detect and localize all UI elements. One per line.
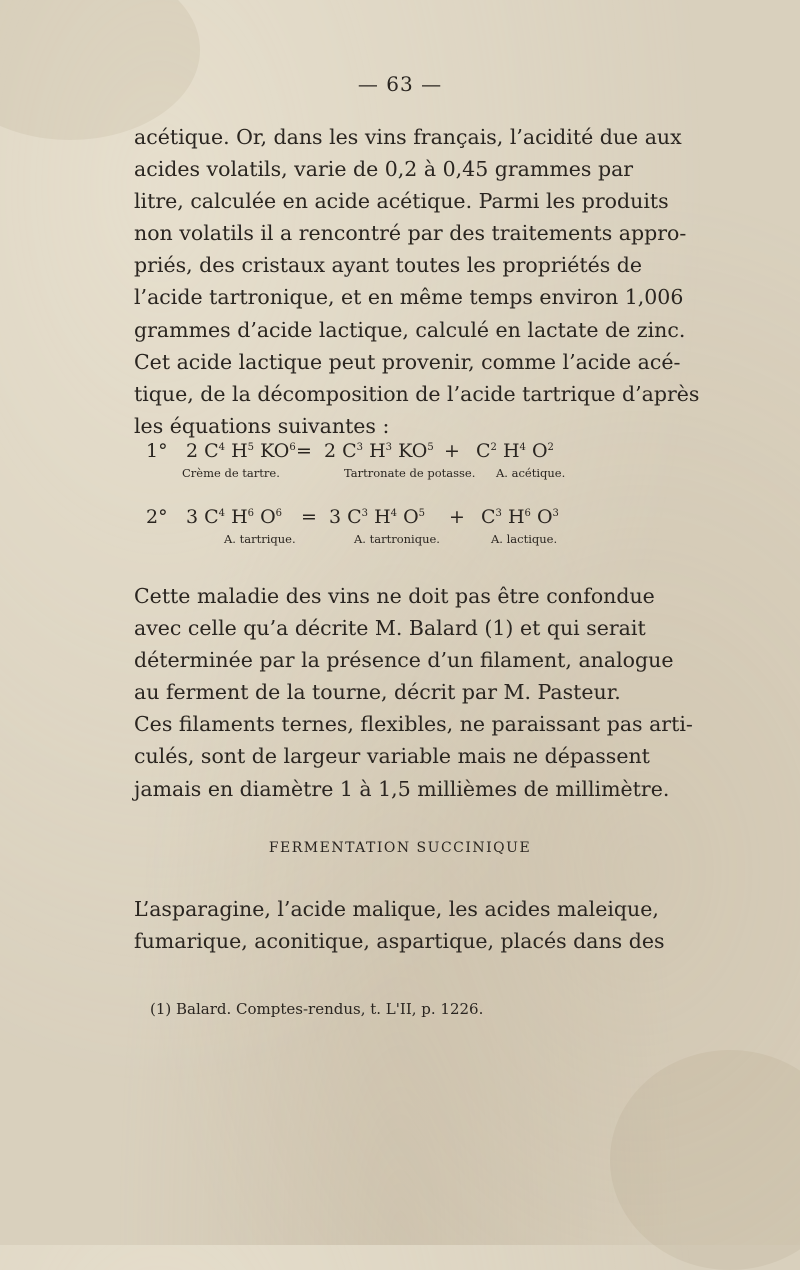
formula-superscript: 3 bbox=[356, 442, 364, 453]
formula-text: H bbox=[363, 440, 386, 462]
formula-text: 3 C bbox=[186, 506, 219, 528]
formula-text: KO bbox=[254, 440, 290, 462]
equation-2-plus: + bbox=[449, 506, 465, 528]
text-line: non volatils il a rencontré par des traitements appro- bbox=[134, 221, 687, 246]
formula-superscript: 3 bbox=[495, 508, 502, 519]
equation-2-formula bbox=[146, 506, 606, 528]
formula-text: 2 C bbox=[186, 440, 219, 462]
equation-1-number: 1° bbox=[146, 440, 168, 462]
text-line: priés, des cristaux ayant toutes les propriétés de bbox=[134, 253, 642, 278]
equation-2-equals: = bbox=[301, 506, 317, 528]
text-line: fumarique, aconitique, aspartique, placés dans des bbox=[134, 929, 665, 954]
text-line: tique, de la décomposition de l’acide tartrique d’après bbox=[134, 381, 700, 406]
caption-creme-de-tartre: Crème de tartre. bbox=[182, 466, 280, 480]
formula-superscript: 3 bbox=[385, 442, 393, 453]
equation-2-rhs2 bbox=[481, 506, 559, 528]
section-heading: FERMENTATION SUCCINIQUE bbox=[268, 840, 532, 856]
formula-superscript: 5 bbox=[427, 442, 434, 453]
paragraph-1 bbox=[134, 121, 700, 442]
formula-text: O bbox=[530, 506, 553, 528]
caption-acide-tartronique: A. tartronique. bbox=[354, 532, 440, 546]
formula-text: H bbox=[368, 506, 391, 528]
formula-text: O bbox=[254, 506, 276, 528]
formula-superscript: 6 bbox=[524, 508, 531, 519]
equation-1-rhs2 bbox=[476, 440, 554, 462]
formula-text: KO bbox=[392, 440, 428, 462]
text-line: les équations suivantes : bbox=[134, 413, 390, 438]
paragraph-3 bbox=[134, 893, 665, 957]
formula-text: H bbox=[225, 440, 248, 462]
formula-text: 3 C bbox=[329, 506, 362, 528]
caption-acide-acetique: A. acétique. bbox=[496, 466, 566, 480]
caption-tartronate-de-potasse: Tartronate de potasse. bbox=[344, 466, 476, 480]
equation-1-plus: + bbox=[444, 440, 460, 462]
text-line: déterminée par la présence d’un filament, analogue bbox=[134, 648, 674, 673]
formula-superscript: 3 bbox=[361, 508, 369, 519]
paper-stain bbox=[610, 1050, 800, 1270]
paragraph-2 bbox=[134, 580, 693, 805]
text-line: grammes d’acide lactique, calculé en lactate de zinc. bbox=[134, 317, 686, 342]
text-line: acides volatils, varie de 0,2 à 0,45 grammes par bbox=[134, 157, 634, 182]
equation-2-rhs1 bbox=[329, 506, 449, 528]
formula-superscript: 4 bbox=[218, 442, 226, 453]
equation-1-lhs bbox=[186, 440, 296, 462]
formula-text: H bbox=[225, 506, 248, 528]
formula-text: H bbox=[496, 440, 520, 462]
formula-text: H bbox=[501, 506, 525, 528]
page-number: — 63 — bbox=[357, 72, 443, 96]
equation-1-rhs1 bbox=[324, 440, 444, 462]
formula-superscript: 4 bbox=[519, 442, 526, 453]
text-line: acétique. Or, dans les vins français, l’acidité due aux bbox=[134, 125, 682, 149]
equation-1-captions bbox=[146, 466, 606, 482]
formula-text: O bbox=[397, 506, 419, 528]
formula-superscript: 4 bbox=[390, 508, 398, 519]
text-line: L’asparagine, l’acide malique, les acides maleique, bbox=[134, 897, 659, 921]
formula-text: C bbox=[476, 440, 491, 462]
equation-2-number: 2° bbox=[146, 506, 168, 528]
caption-acide-tartrique: A. tartrique. bbox=[224, 532, 296, 546]
text-line: culés, sont de largeur variable mais ne dépassent bbox=[134, 744, 650, 769]
text-line: l’acide tartronique, et en même temps environ 1,006 bbox=[134, 285, 684, 310]
caption-acide-lactique: A. lactique. bbox=[491, 532, 558, 546]
footnote: (1) Balard. Comptes-rendus, t. L'II, p. 1226. bbox=[150, 1000, 484, 1018]
equation-2 bbox=[146, 506, 606, 548]
formula-superscript: 6 bbox=[247, 508, 255, 519]
equation-1-formula bbox=[146, 440, 606, 462]
text-line: litre, calculée en acide acétique. Parmi les produits bbox=[134, 189, 669, 214]
text-line: avec celle qu’a décrite M. Balard (1) et qui serait bbox=[134, 616, 646, 641]
equation-2-captions bbox=[146, 532, 606, 548]
formula-superscript: 2 bbox=[547, 442, 554, 453]
equation-1 bbox=[146, 440, 606, 482]
formula-superscript: 4 bbox=[218, 508, 226, 519]
formula-superscript: 3 bbox=[552, 508, 559, 519]
formula-superscript: 5 bbox=[247, 442, 255, 453]
text-line: au ferment de la tourne, décrit par M. Pasteur. bbox=[134, 680, 621, 705]
text-line: Cet acide lactique peut provenir, comme l’acide acé- bbox=[134, 349, 681, 374]
formula-superscript: 6 bbox=[275, 508, 283, 519]
text-line: Ces filaments ternes, flexibles, ne paraissant pas arti- bbox=[134, 712, 693, 737]
formula-superscript: 6 bbox=[289, 442, 296, 453]
equation-2-lhs bbox=[186, 506, 301, 528]
formula-superscript: 5 bbox=[418, 508, 426, 519]
equation-1-equals: = bbox=[296, 440, 312, 462]
formula-text: C bbox=[481, 506, 496, 528]
paper-stain bbox=[0, 0, 200, 140]
formula-text: 2 C bbox=[324, 440, 357, 462]
text-line: Cette maladie des vins ne doit pas être confondue bbox=[134, 584, 655, 608]
formula-text: O bbox=[525, 440, 548, 462]
formula-superscript: 2 bbox=[490, 442, 497, 453]
text-line: jamais en diamètre 1 à 1,5 millièmes de millimètre. bbox=[134, 776, 670, 801]
